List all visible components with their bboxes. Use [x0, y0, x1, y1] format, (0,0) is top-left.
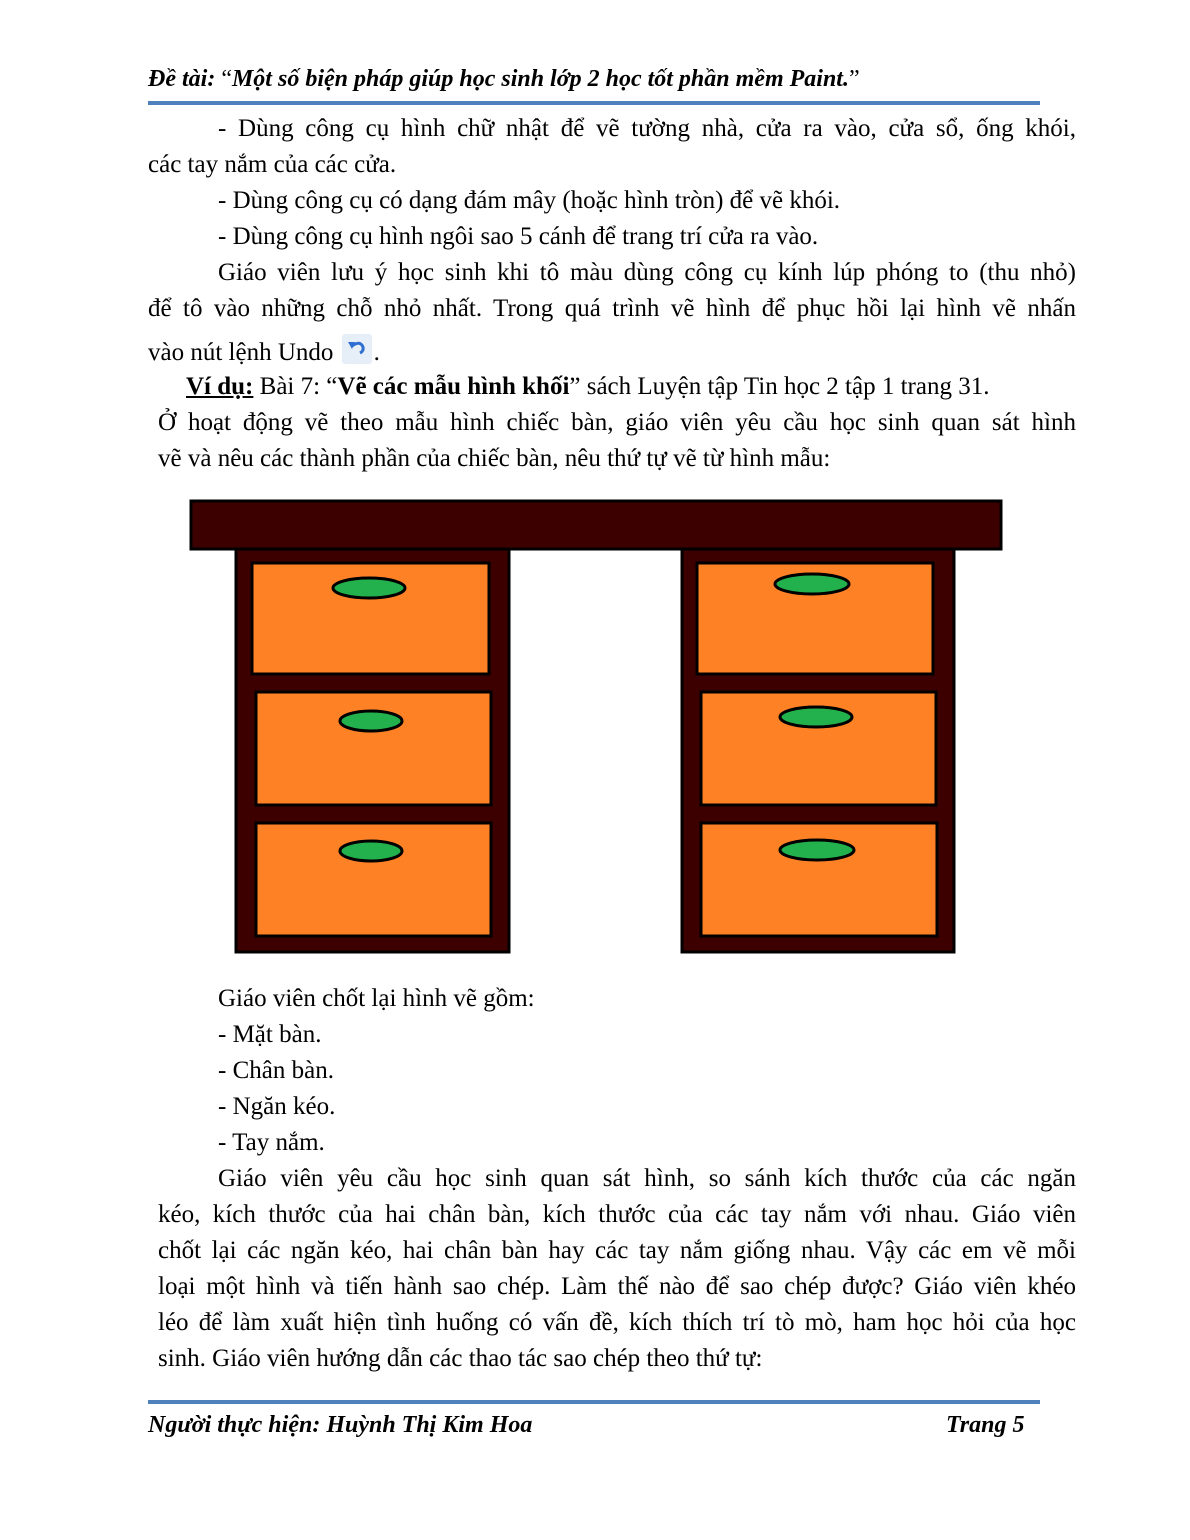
header-title: Một số biện pháp giúp học sinh lớp 2 học tốt phần mềm Paint.: [231, 66, 849, 92]
paragraph-line: [148, 334, 380, 368]
drawer-handle: [333, 578, 405, 598]
paragraph-line: Giáo viên lưu ý học sinh khi tô màu dùng công cụ kính lúp phóng to (thu nhỏ): [218, 259, 1076, 286]
undo-icon[interactable]: [342, 334, 372, 364]
paragraph-line: kéo, kích thước của hai chân bàn, kích thước của các tay nắm với nhau. Giáo viên: [158, 1201, 1076, 1228]
drawer-handle: [775, 574, 849, 594]
list-item: - Chân bàn.: [218, 1057, 334, 1084]
header-quote-close: ”: [848, 66, 860, 92]
paragraph-line: - Dùng công cụ có dạng đám mây (hoặc hình tròn) để vẽ khói.: [218, 187, 841, 214]
example-label: Ví dụ:: [186, 373, 254, 400]
paragraph-line: chốt lại các ngăn kéo, hai chân bàn hay các tay nắm giống nhau. Vậy các em vẽ mỗi: [158, 1237, 1076, 1264]
drawer-handle: [780, 707, 852, 727]
list-item: - Tay nắm.: [218, 1129, 325, 1156]
example-title: Vẽ các mẫu hình khối: [337, 373, 570, 400]
example-pre: Bài 7: “: [253, 373, 338, 400]
footer-author: Người thực hiện: Huỳnh Thị Kim Hoa: [148, 1412, 533, 1438]
paragraph-line: léo để làm xuất hiện tình huống có vấn đề, kích thích trí tò mò, ham học hỏi của học: [158, 1309, 1076, 1336]
header-quote-open: “: [221, 66, 232, 92]
footer-page-number: Trang 5: [946, 1412, 1025, 1438]
paragraph-line: - Dùng công cụ hình ngôi sao 5 cánh để trang trí cửa ra vào.: [218, 223, 819, 250]
list-item: - Mặt bàn.: [218, 1021, 322, 1048]
footer-rule: [148, 1400, 1040, 1404]
desk-illustration: [189, 499, 1005, 957]
undo-arrow-glyph: [342, 334, 372, 364]
paragraph-line: để tô vào những chỗ nhỏ nhất. Trong quá trình vẽ hình để phục hồi lại hình vẽ nhấn: [148, 295, 1076, 322]
undo-period: .: [373, 339, 380, 366]
header-rule: [148, 101, 1040, 105]
summary-line: Giáo viên chốt lại hình vẽ gồm:: [218, 985, 535, 1012]
paragraph-line: sinh. Giáo viên hướng dẫn các thao tác sao chép theo thứ tự:: [158, 1345, 763, 1372]
table-top: [191, 501, 1001, 549]
drawer: [256, 692, 491, 805]
paragraph-line: Ở hoạt động vẽ theo mẫu hình chiếc bàn, giáo viên yêu cầu học sinh quan sát hình: [158, 409, 1076, 436]
drawer-handle: [780, 840, 854, 860]
paragraph-line: loại một hình và tiến hành sao chép. Làm thế nào để sao chép được? Giáo viên khéo: [158, 1273, 1076, 1300]
drawer-handle: [340, 711, 402, 731]
drawer-handle: [340, 841, 402, 861]
paragraph-line: các tay nắm của các cửa.: [148, 151, 397, 178]
page-header: [148, 66, 860, 93]
example-line: [186, 372, 989, 402]
list-item: - Ngăn kéo.: [218, 1093, 336, 1120]
paragraph-line: vẽ và nêu các thành phần của chiếc bàn, nêu thứ tự vẽ từ hình mẫu:: [158, 445, 831, 472]
paragraph-line: - Dùng công cụ hình chữ nhật để vẽ tường nhà, cửa ra vào, cửa sổ, ống khói,: [218, 115, 1076, 142]
header-label: Đề tài:: [148, 66, 216, 92]
paragraph-line: Giáo viên yêu cầu học sinh quan sát hình, so sánh kích thước của các ngăn: [218, 1165, 1076, 1192]
example-post: ” sách Luyện tập Tin học 2 tập 1 trang 31.: [569, 373, 990, 400]
undo-text: vào nút lệnh Undo: [148, 339, 334, 366]
